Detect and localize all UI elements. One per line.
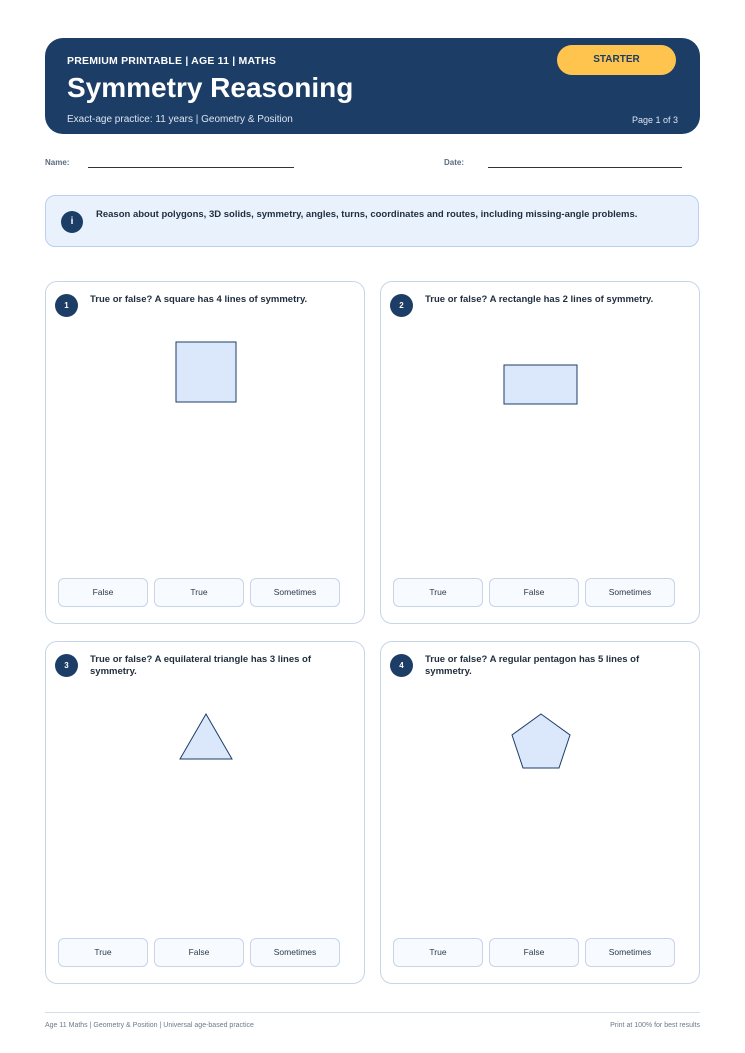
date-field[interactable] bbox=[488, 167, 682, 168]
footer-left-text: Age 11 Maths | Geometry & Position | Universal age-based practice bbox=[45, 1022, 254, 1029]
answer-option[interactable]: True bbox=[393, 938, 483, 967]
question-card-2 bbox=[380, 281, 700, 624]
answer-option[interactable]: True bbox=[154, 578, 244, 607]
question-number: 4 bbox=[390, 654, 413, 677]
question-number: 1 bbox=[55, 294, 78, 317]
pentagon-shape bbox=[512, 714, 570, 768]
question-text: True or false? A equilateral triangle has 3 lines of symmetry. bbox=[90, 654, 312, 677]
answer-option[interactable]: True bbox=[393, 578, 483, 607]
instructions-panel bbox=[45, 195, 699, 247]
square-figure bbox=[46, 327, 366, 467]
rectangle-figure bbox=[381, 327, 701, 467]
info-icon: i bbox=[61, 211, 83, 233]
footer-divider bbox=[45, 1012, 700, 1013]
answer-option[interactable]: False bbox=[58, 578, 148, 607]
question-card-1 bbox=[45, 281, 365, 624]
question-text: True or false? A rectangle has 2 lines of symmetry. bbox=[425, 294, 654, 305]
question-text: True or false? A square has 4 lines of symmetry. bbox=[90, 294, 308, 305]
triangle-figure bbox=[46, 687, 366, 827]
page-title: Symmetry Reasoning bbox=[67, 72, 354, 103]
rectangle-shape bbox=[504, 365, 577, 404]
header-kicker: PREMIUM PRINTABLE | AGE 11 | MATHS bbox=[67, 55, 277, 67]
square-shape bbox=[176, 342, 236, 402]
instructions-text: Reason about polygons, 3D solids, symmetry, angles, turns, coordinates and routes, including missing-angle problems. bbox=[96, 209, 638, 220]
worksheet-header bbox=[45, 38, 700, 134]
name-label: Name: bbox=[45, 158, 70, 167]
answer-option[interactable]: Sometimes bbox=[250, 938, 340, 967]
date-label: Date: bbox=[444, 158, 465, 167]
answer-option[interactable]: Sometimes bbox=[585, 578, 675, 607]
answer-option[interactable]: Sometimes bbox=[585, 938, 675, 967]
answer-option[interactable]: True bbox=[58, 938, 148, 967]
answer-option[interactable]: Sometimes bbox=[250, 578, 340, 607]
answer-option[interactable]: False bbox=[489, 938, 579, 967]
pentagon-figure bbox=[381, 687, 701, 827]
question-card-3 bbox=[45, 641, 365, 984]
answer-option[interactable]: False bbox=[154, 938, 244, 967]
header-subtitle: Exact-age practice: 11 years | Geometry & Position bbox=[67, 114, 293, 125]
triangle-shape bbox=[180, 714, 232, 759]
name-field[interactable] bbox=[88, 167, 294, 168]
footer-right-text: Print at 100% for best results bbox=[610, 1022, 700, 1029]
question-number: 2 bbox=[390, 294, 413, 317]
level-badge: STARTER bbox=[557, 45, 676, 75]
answer-option[interactable]: False bbox=[489, 578, 579, 607]
question-card-4 bbox=[380, 641, 700, 984]
question-text: True or false? A regular pentagon has 5 lines of symmetry. bbox=[425, 654, 640, 677]
page-number: Page 1 of 3 bbox=[631, 115, 678, 125]
question-number: 3 bbox=[55, 654, 78, 677]
